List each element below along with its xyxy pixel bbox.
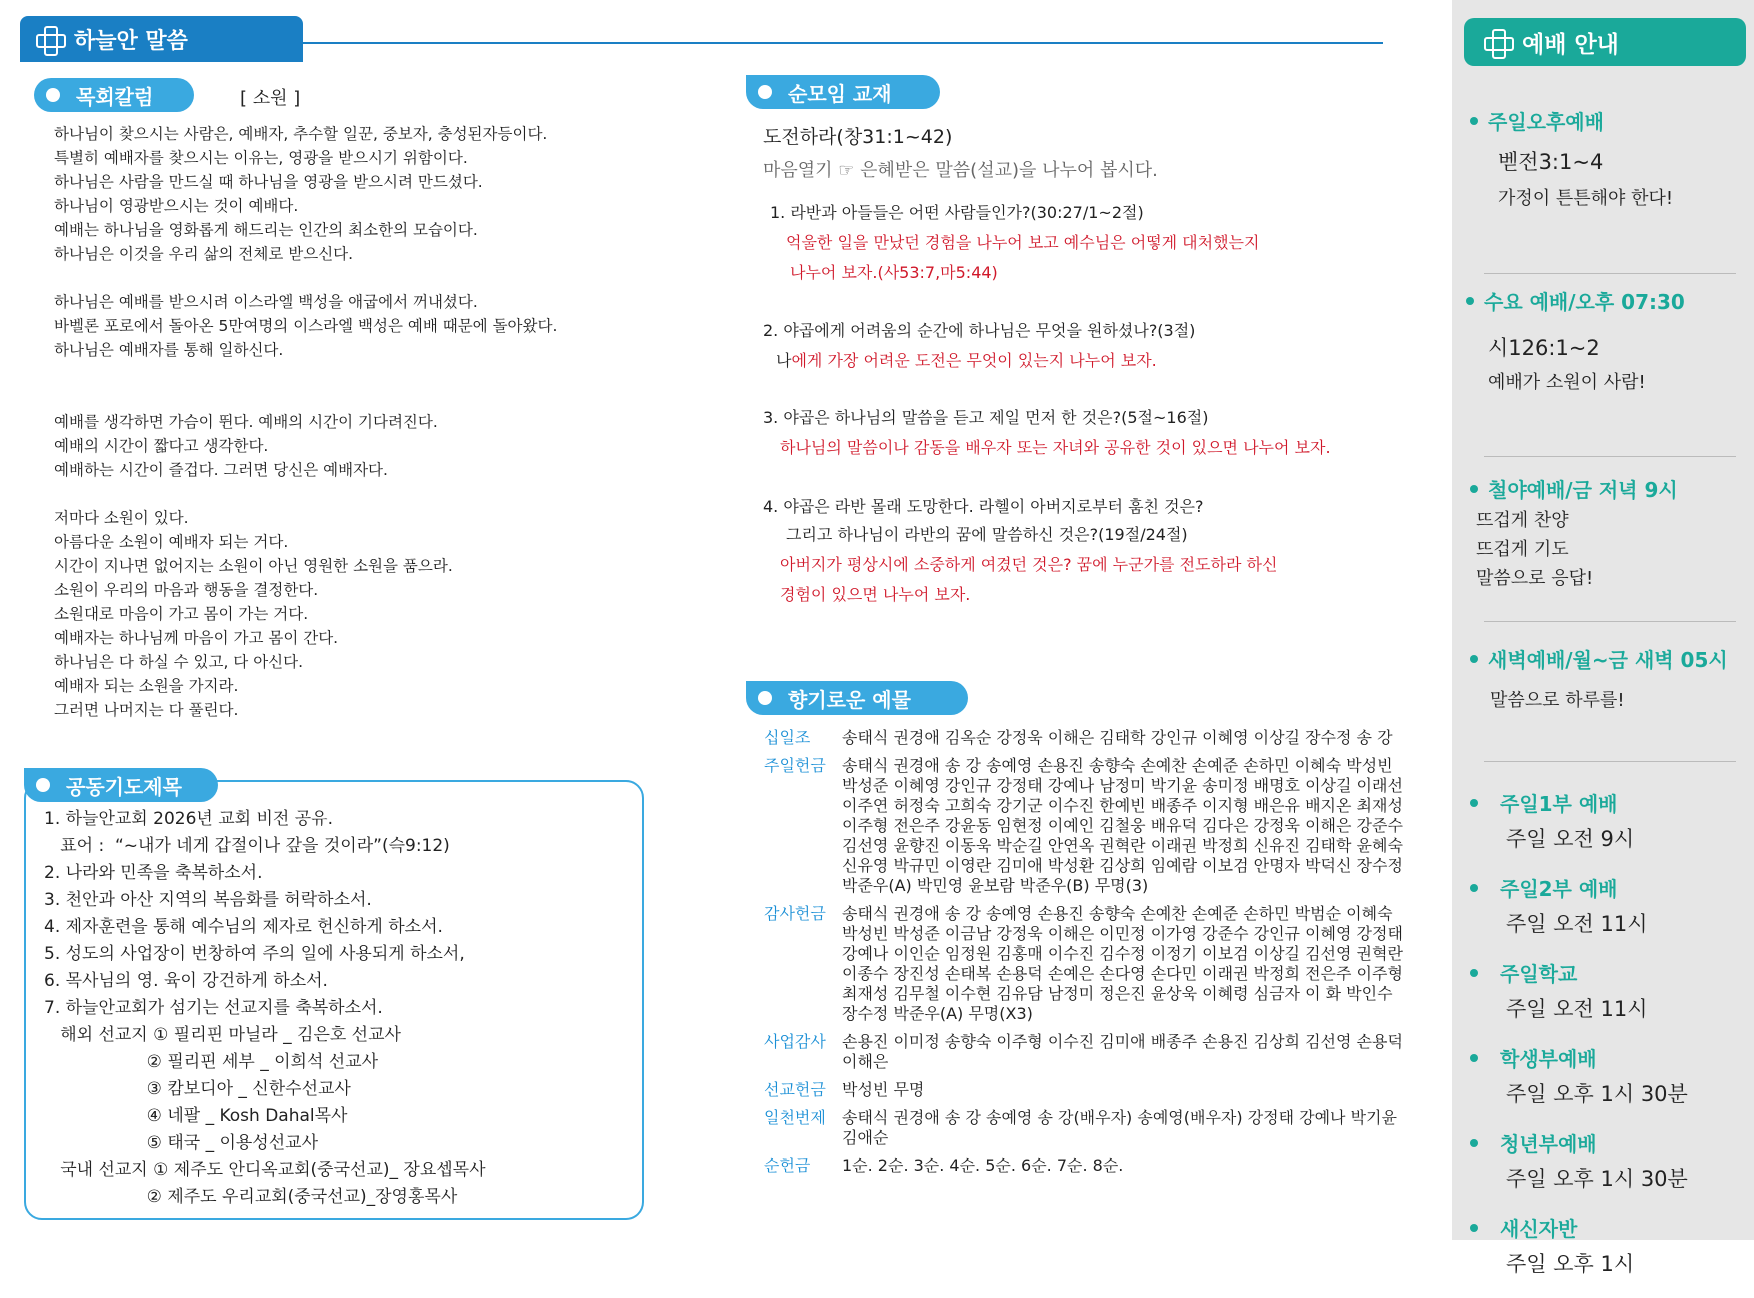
service-time-heading	[1470, 1128, 1740, 1157]
study-title: 도전하라(창31:1~42)	[763, 126, 953, 148]
prayer-line: ② 제주도 우리교회(중국선교)_장영홍목사	[44, 1187, 458, 1207]
prayer-line: 3. 천안과 아산 지역의 복음화를 허락하소서.	[44, 890, 372, 910]
column-line	[54, 386, 557, 410]
question-2-prompt-prefix: 나	[776, 351, 792, 370]
offering-row	[764, 756, 1444, 896]
prayer-line: 7. 하늘안교회가 섬기는 선교지를 축복하소서.	[44, 998, 383, 1018]
prayer-line: 국내 선교지 ① 제주도 안디옥교회(중국선교)_ 장요셉목사	[44, 1160, 486, 1180]
column-line: 아름다운 소원이 예배자 되는 거다.	[54, 533, 289, 551]
offering-names: 1순. 2순. 3순. 4순. 5순. 6순. 7순. 8순.	[842, 1156, 1124, 1175]
bullet-icon	[1466, 297, 1474, 305]
service-heading	[1470, 644, 1728, 673]
divider	[1484, 273, 1736, 274]
service-time-value: 주일 오전 11시	[1506, 997, 1648, 1021]
offering-label	[746, 681, 968, 715]
offering-names: 송태식 권경애 송 강 송예영 송 강(배우자) 송예영(배우자) 강정태 강예나 박기윤 김애순	[842, 1108, 1397, 1147]
column-line: 그러면 나머지는 다 풀린다.	[54, 701, 239, 719]
offering-type: 사업감사	[764, 1032, 826, 1051]
service-time-heading	[1470, 1213, 1740, 1242]
prayer-line: 4. 제자훈련을 통해 예수님의 제자로 헌신하게 하소서.	[44, 917, 443, 937]
offering-type: 순헌금	[764, 1156, 811, 1175]
study-label-text: 순모임 교재	[788, 81, 892, 106]
question-3: 3. 야곱은 하나님의 말씀을 듣고 제일 먼저 한 것은?(5절~16절)	[763, 408, 1209, 427]
column-line: 바벨론 포로에서 돌아온 5만여명의 이스라엘 백성은 예배 때문에 돌아왔다.	[54, 317, 558, 335]
sidebar-title: 예배 안내	[1522, 31, 1619, 58]
service-time-heading-text: 주일2부 예배	[1500, 877, 1618, 901]
offering-names: 손용진 이미정 송향숙 이주형 이수진 김미애 배종주 손용진 김상희 김선영 손용덕 이해은	[842, 1032, 1403, 1071]
service-time-value: 주일 오후 1시	[1506, 1252, 1635, 1276]
service-heading-text: 철야예배/금 저녁 9시	[1488, 478, 1678, 502]
bullet-dot-icon	[758, 691, 772, 705]
offering-type: 일천번제	[764, 1108, 826, 1127]
bullet-icon	[1470, 655, 1478, 663]
column-line: 특별히 예배자를 찾으시는 이유는, 영광을 받으시기 위함이다.	[54, 149, 468, 167]
service-times-list	[1470, 788, 1740, 1298]
cross-icon	[1484, 29, 1510, 55]
offering-type: 선교헌금	[764, 1080, 826, 1099]
service-time-heading-text: 주일학교	[1500, 962, 1578, 986]
offering-label-text: 향기로운 예물	[788, 687, 911, 712]
service-scripture: 벧전3:1~4	[1498, 150, 1604, 174]
service-line: 말씀으로 응답!	[1476, 568, 1594, 589]
service-subtitle: 가정이 튼튼해야 한다!	[1498, 188, 1674, 209]
offering-row	[764, 1080, 1444, 1100]
prayer-line: ④ 네팔 _ Kosh Dahal목사	[44, 1106, 348, 1126]
column-line: 소원대로 마음이 가고 몸이 가는 거다.	[54, 605, 309, 623]
column-body	[54, 122, 557, 722]
prayer-line: 6. 목사님의 영. 육이 강건하게 하소서.	[44, 971, 328, 991]
column-line: 하나님은 이것을 우리 삶의 전체로 받으신다.	[54, 245, 354, 263]
bullet-icon	[1470, 485, 1478, 493]
column-label	[34, 78, 194, 112]
column-line: 예배를 생각하면 가슴이 뛴다. 예배의 시간이 기다려진다.	[54, 413, 438, 431]
offering-list	[764, 728, 1444, 1184]
offering-names: 송태식 권경애 송 강 송예영 손용진 송향숙 손예찬 손예준 손하민 이혜숙 박성빈 박성준 이혜영 강인규 강정태 강예나 남정미 박기윤 송미정 배명호 이상길 이래선 이주연 허정숙 고희숙 강기군 이수진 한예빈 배종주 이지형 배은유 배지온 최재성 이주형 전은주 강윤동 임현정 이예인 김철웅 배유덕 김다은 강정욱 이해은 강준수 김선영 윤향진 이동욱 박순길 안연옥 권혁란 이래권 박정희 신유진 김태학 윤혜숙 신유영 박규민 이영란 김미애 박성환 김상희 임예람 이보검 안명자 박덕신 장수정 박준우(A) 박민영 윤보람 박준우(B) 무명(3)	[842, 756, 1403, 895]
prayer-line: 해외 선교지 ① 필리핀 마닐라 _ 김은호 선교사	[44, 1025, 401, 1045]
column-line: 예배자 되는 소원을 가지라.	[54, 677, 239, 695]
service-time-heading-text: 학생부예배	[1500, 1047, 1597, 1071]
prayer-line: ⑤ 태국 _ 이용성선교사	[44, 1133, 318, 1153]
prayer-line: 2. 나라와 민족을 축복하소서.	[44, 863, 263, 883]
service-scripture: 시126:1~2	[1488, 336, 1600, 360]
service-time-heading-text: 새신자반	[1500, 1217, 1578, 1241]
column-line: 하나님은 예배를 받으시려 이스라엘 백성을 애굽에서 꺼내셨다.	[54, 293, 478, 311]
offering-type: 십일조	[764, 728, 811, 747]
service-time-heading	[1470, 1043, 1740, 1072]
prayer-line: ③ 캄보디아 _ 신한수선교사	[44, 1079, 351, 1099]
bullet-icon	[1470, 1054, 1478, 1062]
study-label	[746, 75, 940, 109]
prayer-label	[24, 768, 218, 802]
service-heading	[1470, 474, 1678, 503]
divider	[1484, 761, 1736, 762]
bullet-icon	[1470, 1139, 1478, 1147]
service-time-heading	[1470, 873, 1740, 902]
bullet-icon	[1470, 117, 1478, 125]
question-3-prompt: 하나님의 말씀이나 감동을 배우자 또는 자녀와 공유한 것이 있으면 나누어 보자.	[780, 438, 1331, 457]
service-line: 뜨겁게 찬양	[1476, 510, 1569, 531]
question-1-prompt-b: 나누어 보자.(사53:7,마5:44)	[790, 263, 998, 282]
prayer-label-text: 공동기도제목	[66, 774, 182, 799]
offering-row	[764, 1032, 1444, 1072]
bullet-dot-icon	[46, 88, 60, 102]
column-line	[54, 266, 557, 290]
column-line: 하나님이 영광받으시는 것이 예배다.	[54, 197, 299, 215]
column-line: 소원이 우리의 마음과 행동을 결정한다.	[54, 581, 319, 599]
service-heading-text: 새벽예배/월~금 새벽 05시	[1488, 648, 1728, 672]
bullet-dot-icon	[36, 778, 50, 792]
service-time-heading	[1470, 958, 1740, 987]
question-4-prompt-b: 경험이 있으면 나누어 보자.	[780, 585, 971, 604]
question-4: 4. 야곱은 라반 몰래 도망한다. 라헬이 아버지로부터 훔친 것은?	[763, 497, 1204, 516]
service-heading-text: 수요 예배/오후 07:30	[1484, 290, 1685, 314]
service-heading	[1466, 286, 1685, 315]
prayer-line: 표어 : “~내가 네게 갑절이나 갚을 것이라”(슥9:12)	[44, 836, 450, 856]
column-topic: [ 소원 ]	[240, 88, 301, 109]
offering-row	[764, 1108, 1444, 1148]
prayer-body	[44, 806, 486, 1211]
column-line: 시간이 지나면 없어지는 소원이 아닌 영원한 소원을 품으라.	[54, 557, 453, 575]
bullet-dot-icon	[758, 85, 772, 99]
service-time-value: 주일 오후 1시 30분	[1506, 1167, 1688, 1191]
service-time-value: 주일 오전 9시	[1506, 827, 1635, 851]
offering-row	[764, 728, 1444, 748]
divider	[1484, 456, 1736, 457]
column-line: 예배의 시간이 짧다고 생각한다.	[54, 437, 269, 455]
prayer-line: 1. 하늘안교회 2026년 교회 비전 공유.	[44, 809, 333, 829]
sidebar-title-tab	[1464, 18, 1746, 66]
service-time-value: 주일 오전 11시	[1506, 912, 1648, 936]
column-line	[54, 482, 557, 506]
service-heading	[1470, 106, 1604, 135]
column-line: 하나님이 찾으시는 사람은, 예배자, 추수할 일꾼, 중보자, 충성된자등이다.	[54, 125, 548, 143]
section-header-tab	[20, 16, 303, 62]
bullet-icon	[1470, 884, 1478, 892]
prayer-line: ② 필리핀 세부 _ 이희석 선교사	[44, 1052, 379, 1072]
offering-row	[764, 904, 1444, 1024]
offering-names: 송태식 권경애 송 강 송예영 손용진 송향숙 손예찬 손예준 손하민 박범순 이혜숙 박성빈 박성준 이금남 강정욱 이해은 이민정 이가영 강준수 강인규 이혜영 강정태 강예나 이인순 임정원 김홍매 이수진 김수정 이정기 이보검 이상길 김선영 권혁란 이종수 장진성 손태복 손용덕 손예은 손다영 손다민 이래권 박정희 전은주 이주형 최재성 김무철 이수현 김유담 남정미 정은진 윤상욱 이혜령 심금자 이 화 박인수 장수정 박준우(A) 무명(X3)	[842, 904, 1403, 1023]
column-line: 예배는 하나님을 영화롭게 해드리는 인간의 최소한의 모습이다.	[54, 221, 478, 239]
service-time-heading-text: 주일1부 예배	[1500, 792, 1618, 816]
header-divider	[303, 42, 1383, 44]
offering-names: 박성빈 무명	[842, 1080, 925, 1099]
question-1-prompt-a: 억울한 일을 만났던 경험을 나누어 보고 예수님은 어떻게 대처했는지	[786, 233, 1260, 252]
service-line: 말씀으로 하루를!	[1490, 690, 1625, 711]
question-2-prompt-text: 에게 가장 어려운 도전은 무엇이 있는지 나누어 보자.	[791, 351, 1157, 370]
question-4-prompt-a: 아버지가 평상시에 소중하게 여겼던 것은? 꿈에 누군가를 전도하라 하신	[780, 555, 1278, 574]
study-subtitle: 마음열기 ☞ 은혜받은 말씀(설교)을 나누어 봅시다.	[763, 160, 1158, 181]
question-2: 2. 야곱에게 어려움의 순간에 하나님은 무엇을 원하셨나?(3절)	[763, 321, 1196, 340]
column-line: 하나님은 사람을 만드실 때 하나님을 영광을 받으시려 만드셨다.	[54, 173, 483, 191]
service-line: 뜨겁게 기도	[1476, 539, 1569, 560]
service-time-heading-text: 청년부예배	[1500, 1132, 1597, 1156]
offering-type: 주일헌금	[764, 756, 826, 775]
prayer-line: 5. 성도의 사업장이 번창하여 주의 일에 사용되게 하소서,	[44, 944, 465, 964]
service-time-heading	[1470, 788, 1740, 817]
question-1: 1. 라반과 아들들은 어떤 사람들인가?(30:27/1~2절)	[770, 203, 1144, 222]
question-2-prompt	[776, 348, 1157, 371]
column-line: 하나님은 예배자를 통해 일하신다.	[54, 341, 284, 359]
cross-icon	[36, 26, 62, 52]
offering-row	[764, 1156, 1444, 1176]
bullet-icon	[1470, 969, 1478, 977]
question-4-b: 그리고 하나님이 라반의 꿈에 말씀하신 것은?(19절/24절)	[786, 525, 1188, 544]
column-line: 예배자는 하나님께 마음이 가고 몸이 간다.	[54, 629, 339, 647]
bullet-icon	[1470, 799, 1478, 807]
column-line: 하나님은 다 하실 수 있고, 다 아신다.	[54, 653, 304, 671]
column-line: 저마다 소원이 있다.	[54, 509, 189, 527]
service-heading-text: 주일오후예배	[1488, 110, 1604, 134]
column-line	[54, 362, 557, 386]
service-time-value: 주일 오후 1시 30분	[1506, 1082, 1688, 1106]
section-title: 하늘안 말씀	[74, 28, 188, 54]
divider	[1484, 621, 1736, 622]
offering-type: 감사헌금	[764, 904, 826, 923]
offering-names: 송태식 권경애 김옥순 강정욱 이해은 김태학 강인규 이혜영 이상길 장수정 송 강	[842, 728, 1393, 747]
column-line: 예배하는 시간이 즐겁다. 그러면 당신은 예배자다.	[54, 461, 388, 479]
column-label-text: 목회칼럼	[76, 84, 154, 109]
bullet-icon	[1470, 1224, 1478, 1232]
service-subtitle: 예배가 소원이 사람!	[1488, 372, 1646, 393]
